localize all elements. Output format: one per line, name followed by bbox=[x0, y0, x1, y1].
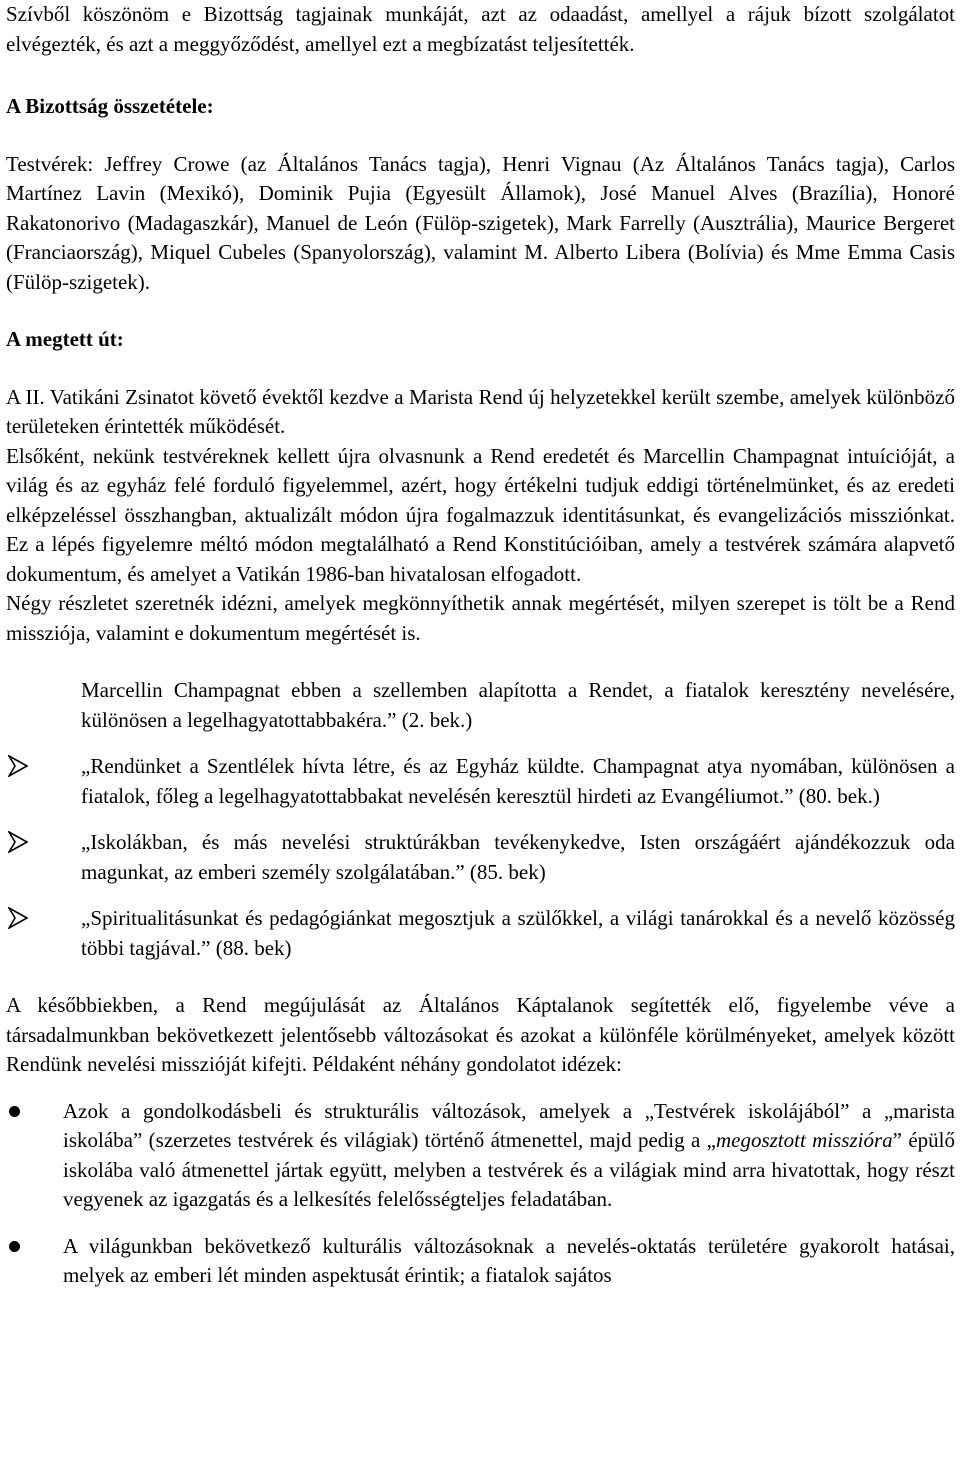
arrow-bullet-icon bbox=[8, 907, 28, 929]
committee-heading: A Bizottság összetétele: bbox=[6, 94, 214, 118]
bullet-text: A világunkban bekövetkező kulturális változásoknak a nevelés-oktatás területére gyakorolt hatásai, melyek az emberi lét minden aspektusát érintik; a fiatalok sajátos bbox=[63, 1233, 955, 1287]
quote-list-item bbox=[81, 752, 955, 811]
round-bullet-icon bbox=[9, 1241, 20, 1252]
quote-constitution-2: Marcellin Champagnat ebben a szellemben alapította a Rendet, a fiatalok keresztény nevelésére, különösen a legelhagyatottabbakéra.” (2. bek.) bbox=[81, 678, 955, 732]
bullet-list-item bbox=[63, 1097, 955, 1215]
path-paragraph-2: Elsőként, nekünk testvéreknek kellett újra olvasnunk a Rend eredetét és Marcellin Champagnat intuícióját, a világ és az egyház felé forduló figyelemmel, azért, hogy értékelni tudjuk eddigi történelmünket, és az eredeti elképzeléssel összhangban, aktualizált módon újra fogalmazzuk identitásunkat, és evangelizációs missziónkat. Ez a lépés figyelemre méltó módon megtalálható a Rend Konstitúcióiban, amely a testvérek számára alapvető dokumentum, és amelyet a Vatikán 1986-ban hivatalosan elfogadott. bbox=[6, 443, 955, 586]
arrow-bullet-icon bbox=[8, 831, 28, 853]
bullet-text-part1: Azok a gondolkodásbeli és strukturális változások, amelyek a „Testvérek iskolájából” a „marista iskolába” (szerzetes testvérek és világiak) történő átmenettel, majd pedig a „ bbox=[63, 1098, 955, 1152]
arrow-bullet-icon bbox=[8, 755, 28, 777]
document-page bbox=[6, 0, 955, 1291]
later-paragraph: A későbbiekben, a Rend megújulását az Általános Káptalanok segítették elő, figyelembe véve a társadalmunkban bekövetkezett jelentősebb változásokat és azokat a különféle körülményeket, amelyek között Rendünk nevelési misszióját kifejti. Példaként néhány gondolatot idézek: bbox=[6, 993, 955, 1076]
bullet-text-italic: megosztott misszióra bbox=[715, 1128, 893, 1152]
quote-text: „Rendünket a Szentlélek hívta létre, és az Egyház küldte. Champagnat atya nyomában, különösen a fiatalok, főleg a legelhagyatottabbakat nevelésén keresztül hirdeti az Evangéliumot.” (80. bek.) bbox=[81, 754, 955, 808]
quote-text: „Spiritualitásunkat és pedagógiánkat megosztjuk a szülőkkel, a világi tanárokkal és a nevelő közösség többi tagjával.” (88. bek) bbox=[81, 906, 955, 960]
quote-list-item bbox=[81, 828, 955, 887]
intro-paragraph: Szívből köszönöm e Bizottság tagjainak munkáját, azt az odaadást, amellyel a rájuk bízott szolgálatot elvégezték, és azt a meggyőződést, amellyel ezt a megbízatást teljesítették. bbox=[6, 2, 955, 56]
path-paragraph-1: A II. Vatikáni Zsinatot követő évektől kezdve a Marista Rend új helyzetekkel került szembe, amelyek különböző területeken érintették működését. bbox=[6, 384, 955, 438]
quote-text: „Iskolákban, és más nevelési struktúrákban tevékenykedve, Isten országáért ajándékozzuk oda magunkat, az emberi személy szolgálatában.” (85. bek) bbox=[81, 830, 955, 884]
bullet-text-part2: ” épülő iskolába való átmenettel jártak együtt, melyben a testvérek és a világiak mind arra hivatottak, hogy részt vegyenek az igazgatás és a lelkesítés felelősségteljes feladatában. bbox=[63, 1128, 955, 1211]
path-paragraph-3: Négy részletet szeretnék idézni, amelyek megkönnyíthetik annak megértését, milyen szerepet is tölt be a Rend missziója, valamint e dokumentum megértését is. bbox=[6, 591, 955, 645]
bullet-list-item bbox=[63, 1232, 955, 1291]
round-bullet-icon bbox=[9, 1106, 20, 1117]
committee-members-paragraph: Testvérek: Jeffrey Crowe (az Általános Tanács tagja), Henri Vignau (Az Általános Tanács tagja), Carlos Martínez Lavin (Mexikó), Dominik Pujia (Egyesült Államok), José Manuel Alves (Brazília), Honoré Rakatonorivo (Madagaszkár), Manuel de León (Fülöp-szigetek), Mark Farrelly (Ausztrália), Maurice Bergeret (Franciaország), Miquel Cubeles (Spanyolország), valamint M. Alberto Libera (Bolívia) és Mme Emma Casis (Fülöp-szigetek). bbox=[6, 151, 955, 294]
quote-list-item bbox=[81, 904, 955, 963]
path-heading: A megtett út: bbox=[6, 327, 124, 351]
